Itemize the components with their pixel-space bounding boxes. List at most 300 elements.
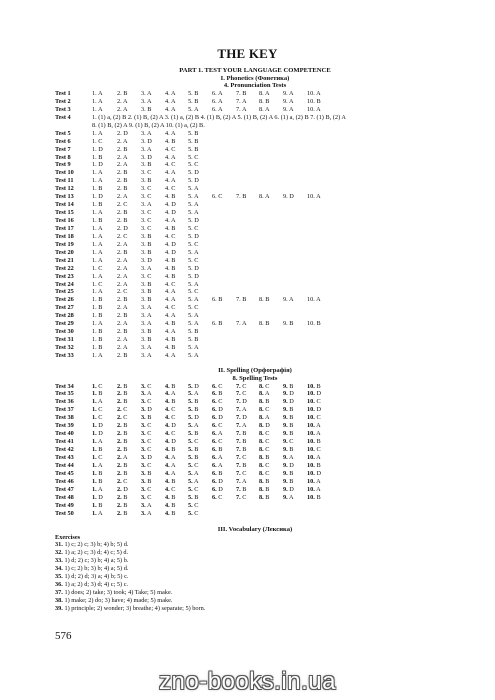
answer-cell: 2. A bbox=[117, 240, 128, 248]
answer-cell: 3. C bbox=[141, 382, 152, 390]
answer-cell: 10. B bbox=[307, 461, 321, 469]
exercise-number: 34. bbox=[55, 565, 63, 573]
answer-cell: 2. B bbox=[117, 185, 128, 193]
exercise-text: 1) d; 2) c; 3) b; 4) a; 5) b. bbox=[62, 557, 129, 565]
answer-cell: 4. A bbox=[165, 328, 176, 336]
answer-cell: 1. B bbox=[92, 390, 103, 398]
answer-cell: 3. B bbox=[141, 477, 152, 485]
answer-cell: 1. A bbox=[92, 509, 103, 517]
answer-cell: 9. B bbox=[283, 414, 294, 422]
answer-cell: 6. B bbox=[212, 469, 223, 477]
answer-cell: 1. A bbox=[92, 485, 103, 493]
answer-cell: 3. C bbox=[141, 430, 152, 438]
test-label: Test 20 bbox=[55, 248, 74, 256]
test-label: Test 19 bbox=[55, 240, 74, 248]
answer-cell: 1. D bbox=[92, 422, 103, 430]
answer-cell: 5. D bbox=[188, 272, 199, 280]
answer-cell: 10. A bbox=[307, 422, 321, 430]
answer-cell: 1. B bbox=[92, 201, 103, 209]
exercise-text: 1) make; 2) do; 3) have; 4) made; 5) make. bbox=[62, 596, 173, 604]
answer-cell: 2. B bbox=[117, 446, 128, 453]
answer-cell: 5. C bbox=[188, 438, 199, 446]
answer-cell: 4. B bbox=[165, 344, 176, 351]
exercise-text: 1) does; 2) take; 3) took; 4) Take; 5) make. bbox=[62, 588, 173, 596]
answer-cell: 2. B bbox=[117, 390, 128, 398]
answer-cell: 10. D bbox=[307, 390, 321, 398]
answer-cell: 1. C bbox=[92, 414, 103, 422]
answer-cell: 4. A bbox=[165, 217, 176, 224]
test-label: Test 41 bbox=[55, 438, 74, 446]
answer-cell: 5. A bbox=[188, 193, 199, 201]
answer-cell: 9. D bbox=[283, 485, 294, 493]
answer-cell: 3. A bbox=[141, 264, 152, 272]
answer-cell: 1. B bbox=[92, 217, 103, 224]
answer-cell: 3. D bbox=[141, 453, 152, 461]
answer-cell: 4. D bbox=[165, 209, 176, 217]
answer-cell: 4. D bbox=[165, 201, 176, 209]
answer-cell: 5. B bbox=[188, 398, 199, 406]
answer-cell: 2. B bbox=[117, 312, 128, 320]
answer-cell: 9. D bbox=[283, 390, 294, 398]
answer-cell: 2. B bbox=[117, 398, 128, 406]
exercise-text: 1) a; 2) d; 3) d; 4) c; 5) c. bbox=[62, 580, 129, 588]
exercise-answer bbox=[55, 589, 205, 597]
answer-cell: 4. B bbox=[165, 382, 176, 390]
answer-cell: 8. C bbox=[259, 382, 270, 390]
answer-cell: 5. B bbox=[188, 129, 199, 137]
test-label: Test 9 bbox=[55, 161, 71, 169]
answer-cell: 2. A bbox=[117, 304, 128, 312]
answer-cell: 2. C bbox=[117, 288, 128, 296]
answer-cell: 4. A bbox=[165, 453, 176, 461]
answer-cell: 2. B bbox=[117, 382, 128, 390]
exercise-answer bbox=[55, 605, 205, 613]
answer-cell: 1. B bbox=[92, 501, 103, 509]
answer-cell: 7. C bbox=[236, 390, 247, 398]
test-label: Test 22 bbox=[55, 264, 74, 272]
answer-cell: 1. A bbox=[92, 240, 103, 248]
exercise-number: 31. bbox=[55, 541, 63, 549]
answer-cell: 3. B bbox=[141, 414, 152, 422]
answer-cell: 4. A bbox=[165, 169, 176, 177]
answer-cell: 1. A bbox=[92, 177, 103, 185]
answer-text: 8. (1) B, (2) A 9. (1) B, (2) A 10. (1) a, (2) B. bbox=[92, 121, 205, 129]
test-label: Test 43 bbox=[55, 453, 74, 461]
answer-cell: 4. B bbox=[165, 477, 176, 485]
exercise-answer bbox=[55, 597, 205, 605]
answer-cell: 7. A bbox=[236, 477, 247, 485]
answer-cell: 5. B bbox=[188, 446, 199, 453]
answer-cell: 1. A bbox=[92, 90, 103, 97]
answer-cell: 3. C bbox=[141, 224, 152, 232]
answer-cell: 7. B bbox=[236, 193, 247, 201]
answer-cell: 6. C bbox=[212, 398, 223, 406]
answer-cell: 5. C bbox=[188, 153, 199, 161]
exercise-number: 37. bbox=[55, 588, 63, 596]
test-label: Test 48 bbox=[55, 493, 74, 501]
answer-cell: 7. B bbox=[236, 430, 247, 438]
answer-cell: 6. D bbox=[212, 485, 223, 493]
test-label: Test 12 bbox=[55, 185, 74, 193]
test-label: Test 34 bbox=[55, 382, 74, 390]
answer-cell: 9. C bbox=[283, 438, 294, 446]
answer-cell: 10. A bbox=[307, 193, 321, 201]
answer-cell: 4. B bbox=[165, 264, 176, 272]
answer-cell: 2. B bbox=[117, 422, 128, 430]
test-label: Test 10 bbox=[55, 169, 74, 177]
answer-cell: 2. A bbox=[117, 453, 128, 461]
answer-cell: 2. C bbox=[117, 232, 128, 240]
answer-cell: 5. A bbox=[188, 351, 199, 359]
answer-cell: 1. A bbox=[92, 438, 103, 446]
test-label: Test 15 bbox=[55, 209, 74, 217]
answer-cell: 1. A bbox=[92, 248, 103, 256]
answer-cell: 4. A bbox=[165, 97, 176, 105]
answer-cell: 7. C bbox=[236, 469, 247, 477]
answer-cell: 4. C bbox=[165, 161, 176, 169]
answer-cell: 7. B bbox=[236, 296, 247, 304]
answer-cell: 7. A bbox=[236, 422, 247, 430]
answer-cell: 5. A bbox=[188, 185, 199, 193]
answer-cell: 4. B bbox=[165, 509, 176, 517]
answer-cell: 6. B bbox=[212, 390, 223, 398]
answer-cell: 1. A bbox=[92, 272, 103, 280]
answer-cell: 3. C bbox=[141, 272, 152, 280]
answer-cell: 10. A bbox=[307, 105, 321, 113]
answer-cell: 2. A bbox=[117, 97, 128, 105]
answer-cell: 2. B bbox=[117, 438, 128, 446]
test-label: Test 38 bbox=[55, 414, 74, 422]
answer-cell: 4. B bbox=[165, 398, 176, 406]
answer-cell: 5. A bbox=[188, 422, 199, 430]
answer-cell: 1. B bbox=[92, 336, 103, 344]
exercise-number: 36. bbox=[55, 580, 63, 588]
answer-cell: 8. B bbox=[259, 453, 270, 461]
answer-cell: 1. D bbox=[92, 430, 103, 438]
answer-cell: 5. C bbox=[188, 485, 199, 493]
answer-cell: 2. A bbox=[117, 280, 128, 288]
answer-cell: 10. D bbox=[307, 469, 321, 477]
answer-cell: 5. A bbox=[188, 320, 199, 328]
exercise-text: 1) a; 2) c; 3) d; 4) c; 5) d. bbox=[62, 549, 129, 557]
test-label: Test 36 bbox=[55, 398, 74, 406]
answer-cell: 5. B bbox=[188, 90, 199, 97]
answer-cell: 6. A bbox=[212, 90, 223, 97]
answer-cell: 8. B bbox=[259, 493, 270, 501]
answer-cell: 10. B bbox=[307, 97, 321, 105]
answer-cell: 5. D bbox=[188, 382, 199, 390]
answer-cell: 2. D bbox=[117, 485, 128, 493]
answer-cell: 4. B bbox=[165, 446, 176, 453]
answer-cell: 4. B bbox=[165, 193, 176, 201]
answer-cell: 1. B bbox=[92, 296, 103, 304]
answer-cell: 3. C bbox=[141, 422, 152, 430]
test-label: Test 45 bbox=[55, 469, 74, 477]
answer-cell: 6. C bbox=[212, 422, 223, 430]
answer-cell: 5. B bbox=[188, 328, 199, 336]
exercise-number: 35. bbox=[55, 573, 63, 581]
test-label: Test 50 bbox=[55, 509, 74, 517]
answer-cell: 10. D bbox=[307, 406, 321, 414]
answer-cell: 1. A bbox=[92, 105, 103, 113]
answer-cell: 6. C bbox=[212, 493, 223, 501]
pronunciation-heading: 4. Pronunciation Tests bbox=[223, 82, 287, 89]
spelling-tests-heading: 8. Spelling Tests bbox=[232, 374, 278, 382]
answer-cell: 2. C bbox=[117, 477, 128, 485]
answer-cell: 5. D bbox=[188, 414, 199, 422]
answer-cell: 1. B bbox=[92, 446, 103, 453]
test-label: Test 37 bbox=[55, 406, 74, 414]
answer-cell: 2. C bbox=[117, 201, 128, 209]
answer-cell: 2. B bbox=[117, 248, 128, 256]
answer-cell: 3. C bbox=[141, 438, 152, 446]
exercises-list bbox=[55, 541, 205, 612]
answer-cell: 1. A bbox=[92, 351, 103, 359]
answer-cell: 5. B bbox=[188, 493, 199, 501]
answer-cell: 5. D bbox=[188, 217, 199, 224]
answer-cell: 1. C bbox=[92, 382, 103, 390]
answer-cell: 3. B bbox=[141, 248, 152, 256]
answer-cell: 5. A bbox=[188, 105, 199, 113]
answer-cell: 10. B bbox=[307, 493, 321, 501]
answer-cell: 3. A bbox=[141, 201, 152, 209]
answer-cell: 10. B bbox=[307, 382, 321, 390]
answer-cell: 3. C bbox=[141, 217, 152, 224]
answer-cell: 6. A bbox=[212, 430, 223, 438]
answer-cell: 2. B bbox=[117, 501, 128, 509]
test-label: Test 11 bbox=[55, 177, 74, 185]
answer-cell: 4. A bbox=[165, 288, 176, 296]
answer-cell: 3. D bbox=[141, 153, 152, 161]
answer-cell: 4. B bbox=[165, 336, 176, 344]
test-label: Test 5 bbox=[55, 129, 71, 137]
part-heading: PART 1. TEST YOUR LANGUAGE COMPETENCE bbox=[179, 67, 331, 74]
answer-cell: 4. B bbox=[165, 493, 176, 501]
answer-cell: 1. A bbox=[92, 97, 103, 105]
answer-cell: 5. B bbox=[188, 145, 199, 153]
answer-cell: 1. A bbox=[92, 320, 103, 328]
answer-cell: 5. A bbox=[188, 209, 199, 217]
answer-cell: 2. B bbox=[117, 209, 128, 217]
answer-cell: 5. C bbox=[188, 288, 199, 296]
answer-cell: 9. A bbox=[283, 90, 294, 97]
answer-cell: 4. A bbox=[165, 296, 176, 304]
answer-cell: 7. B bbox=[236, 461, 247, 469]
answer-cell: 4. A bbox=[165, 351, 176, 359]
test-label: Test 18 bbox=[55, 232, 74, 240]
exercise-answer bbox=[55, 581, 205, 589]
answer-cell: 1. C bbox=[92, 406, 103, 414]
answer-cell: 8. C bbox=[259, 406, 270, 414]
test-label: Test 31 bbox=[55, 336, 74, 344]
answer-cell: 4. B bbox=[165, 137, 176, 145]
test-label: Test 13 bbox=[55, 193, 74, 201]
test-label: Test 35 bbox=[55, 390, 74, 398]
answer-cell: 6. A bbox=[212, 105, 223, 113]
answer-cell: 2. A bbox=[117, 105, 128, 113]
answer-cell: 10. B bbox=[307, 320, 321, 328]
answer-cell: 2. B bbox=[117, 430, 128, 438]
answer-cell: 10. A bbox=[307, 296, 321, 304]
answer-cell: 5. B bbox=[188, 430, 199, 438]
answer-cell: 2. A bbox=[117, 256, 128, 264]
answer-cell: 5. B bbox=[188, 336, 199, 344]
answer-cell: 9. B bbox=[283, 406, 294, 414]
answer-cell: 9. A bbox=[283, 453, 294, 461]
answer-cell: 7. C bbox=[236, 453, 247, 461]
answer-cell: 7. B bbox=[236, 90, 247, 97]
answer-cell: 2. B bbox=[117, 169, 128, 177]
answer-cell: 2. B bbox=[117, 461, 128, 469]
answer-cell: 9. B bbox=[283, 477, 294, 485]
answer-cell: 7. D bbox=[236, 414, 247, 422]
test-label: Test 40 bbox=[55, 430, 74, 438]
answer-cell: 9. A bbox=[283, 493, 294, 501]
answer-cell: 7. A bbox=[236, 320, 247, 328]
answer-cell: 8. C bbox=[259, 461, 270, 469]
answer-cell: 3. D bbox=[141, 406, 152, 414]
exercise-answer bbox=[55, 573, 205, 581]
answer-cell: 2. A bbox=[117, 153, 128, 161]
answer-cell: 3. D bbox=[141, 137, 152, 145]
answer-cell: 6. A bbox=[212, 97, 223, 105]
page-title: THE KEY bbox=[217, 46, 278, 61]
exercise-number: 38. bbox=[55, 596, 63, 604]
answer-cell: 4. A bbox=[165, 390, 176, 398]
answer-cell: 1. B bbox=[92, 477, 103, 485]
answer-cell: 8. B bbox=[259, 477, 270, 485]
answer-cell: 5. A bbox=[188, 469, 199, 477]
answer-cell: 1. C bbox=[92, 453, 103, 461]
answer-cell: 4. A bbox=[165, 312, 176, 320]
answer-cell: 3. B bbox=[141, 177, 152, 185]
test-label: Test 17 bbox=[55, 224, 74, 232]
answer-cell: 5. A bbox=[188, 280, 199, 288]
answer-cell: 9. B bbox=[283, 430, 294, 438]
exercises-heading: Exercises bbox=[55, 533, 81, 541]
answer-cell: 3. A bbox=[141, 344, 152, 351]
answer-cell: 1. A bbox=[92, 224, 103, 232]
test-label: Test 28 bbox=[55, 312, 74, 320]
answer-cell: 1. B bbox=[92, 312, 103, 320]
answer-cell: 3. A bbox=[141, 390, 152, 398]
test-label: Test 8 bbox=[55, 153, 71, 161]
answer-cell: 5. D bbox=[188, 232, 199, 240]
answer-cell: 2. A bbox=[117, 272, 128, 280]
answer-cell: 3. B bbox=[141, 161, 152, 169]
test-label: Test 27 bbox=[55, 304, 74, 312]
test-label: Test 7 bbox=[55, 145, 71, 153]
answer-cell: 2. A bbox=[117, 264, 128, 272]
exercise-number: 39. bbox=[55, 604, 63, 612]
answer-cell: 5. B bbox=[188, 97, 199, 105]
answer-cell: 8. B bbox=[259, 320, 270, 328]
test-label: Test 3 bbox=[55, 105, 71, 113]
answer-cell: 6. D bbox=[212, 406, 223, 414]
answer-cell: 4. C bbox=[165, 304, 176, 312]
answer-cell: 5. D bbox=[188, 264, 199, 272]
answer-cell: 4. D bbox=[165, 248, 176, 256]
answer-cell: 8. C bbox=[259, 446, 270, 453]
answer-cell: 4. C bbox=[165, 414, 176, 422]
answer-cell: 4. A bbox=[165, 129, 176, 137]
answer-cell: 3. B bbox=[141, 240, 152, 248]
test-label: Test 1 bbox=[55, 90, 71, 97]
answer-cell: 3. B bbox=[141, 232, 152, 240]
answer-cell: 6. C bbox=[212, 193, 223, 201]
answer-cell: 2. C bbox=[117, 406, 128, 414]
answer-cell: 5. C bbox=[188, 509, 199, 517]
answer-cell: 3. C bbox=[141, 461, 152, 469]
answer-cell: 3. C bbox=[141, 193, 152, 201]
answer-cell: 8. B bbox=[259, 485, 270, 493]
answer-cell: 1. B bbox=[92, 469, 103, 477]
answer-cell: 3. A bbox=[141, 97, 152, 105]
answer-cell: 7. D bbox=[236, 398, 247, 406]
answer-cell: 4. B bbox=[165, 272, 176, 280]
answer-cell: 4. C bbox=[165, 280, 176, 288]
answer-cell: 3. A bbox=[141, 509, 152, 517]
answer-cell: 5. C bbox=[188, 240, 199, 248]
test-label: Test 30 bbox=[55, 328, 74, 336]
answer-cell: 4. A bbox=[165, 461, 176, 469]
answer-cell: 2. B bbox=[117, 177, 128, 185]
answer-cell: 2. B bbox=[117, 351, 128, 359]
answer-cell: 10. A bbox=[307, 477, 321, 485]
answer-cell: 5. C bbox=[188, 304, 199, 312]
answer-cell: 2. B bbox=[117, 296, 128, 304]
answer-cell: 3. C bbox=[141, 209, 152, 217]
answer-text: 1. (1) a, (2) B 2. (1) B, (2) A 3. (1) a, (2) B 4. (1) B, (2) A 5. (1) B, (2) A 6. (1) a, (2) B 7. (1) B, (2) A bbox=[92, 113, 346, 121]
answer-cell: 10. A bbox=[307, 485, 321, 493]
answer-cell: 3. A bbox=[141, 320, 152, 328]
answer-cell: 6. B bbox=[212, 296, 223, 304]
answer-cell: 8. A bbox=[259, 193, 270, 201]
answer-cell: 2. B bbox=[117, 469, 128, 477]
test-label: Test 6 bbox=[55, 137, 71, 145]
exercise-text: 1) d; 2) d; 3) a; 4) b; 5) c. bbox=[62, 573, 129, 581]
answer-cell: 3. B bbox=[141, 105, 152, 113]
answer-cell: 1. A bbox=[92, 461, 103, 469]
exercise-answer bbox=[55, 565, 205, 573]
test-label: Test 23 bbox=[55, 272, 74, 280]
test-label: Test 2 bbox=[55, 97, 71, 105]
exercise-number: 33. bbox=[55, 557, 63, 565]
answer-cell: 10. A bbox=[307, 453, 321, 461]
answer-cell: 2. B bbox=[117, 328, 128, 336]
test-label: Test 25 bbox=[55, 288, 74, 296]
answer-cell: 8. C bbox=[259, 430, 270, 438]
answer-cell: 5. A bbox=[188, 477, 199, 485]
answer-cell: 8. B bbox=[259, 296, 270, 304]
answer-cell: 4. D bbox=[165, 240, 176, 248]
answer-cell: 6. D bbox=[212, 477, 223, 485]
answer-cell: 4. C bbox=[165, 145, 176, 153]
answer-cell: 9. B bbox=[283, 446, 294, 453]
answer-cell: 5. B bbox=[188, 453, 199, 461]
answer-cell: 4. A bbox=[165, 177, 176, 185]
answer-cell: 10. C bbox=[307, 398, 321, 406]
answer-cell: 1. A bbox=[92, 398, 103, 406]
answer-cell: 10. A bbox=[307, 430, 321, 438]
answer-cell: 3. A bbox=[141, 351, 152, 359]
answer-cell: 3. B bbox=[141, 296, 152, 304]
answer-cell: 8. A bbox=[259, 105, 270, 113]
test-label: Test 24 bbox=[55, 280, 74, 288]
answer-cell: 5. B bbox=[188, 137, 199, 145]
answer-cell: 8. A bbox=[259, 390, 270, 398]
answer-cell: 1. A bbox=[92, 129, 103, 137]
